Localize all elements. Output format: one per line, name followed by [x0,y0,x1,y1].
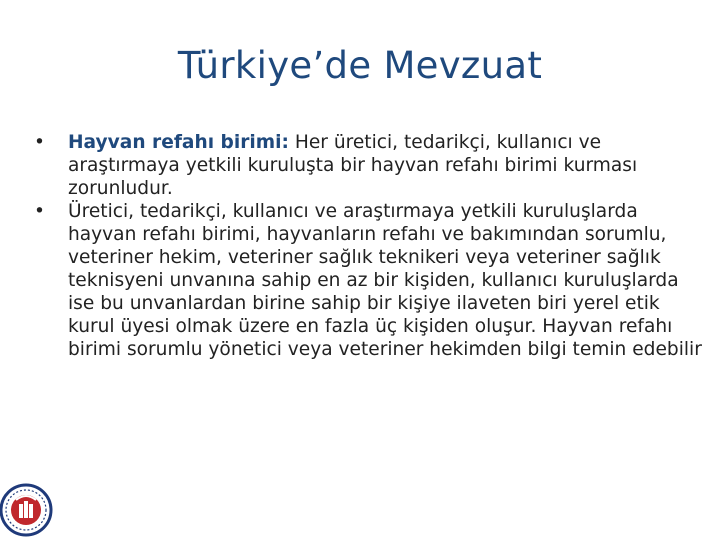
university-logo-icon [0,474,58,540]
bullet-item-2 [34,200,704,361]
bullet-list [34,131,704,361]
bullet-dot-icon: • [34,201,45,222]
bullet-1-text: Her üretici, tedarikçi, kullanıcı ve araştırmaya yetkili kuruluşta bir hayvan refahı birimi kurması zorunludur. [68,132,638,199]
bullet-dot-icon: • [34,132,45,153]
bullet-2-text: Üretici, tedarikçi, kullanıcı ve araştırmaya yetkili kuruluşlarda hayvan refahı birimi, hayvanların refahı ve bakımından sorumlu, veteriner hekim, veteriner sağlık teknikeri veya veteriner sağlık teknisyeni unvanına sahip en az bir kişiden, kullanıcı kuruluşlarda ise bu unvanlardan birine sahip bir kişiye ilaveten biri yerel etik kurul üyesi olmak üzere en fazla üç kişiden oluşur. Hayvan refahı birimi sorumlu yönetici veya veteriner hekimden bilgi temin edebilir [68,201,702,360]
slide-title: Türkiye’de Mevzuat [177,44,543,87]
bullet-item-1 [34,131,704,200]
bullet-1-lead: Hayvan refahı birimi: [68,132,289,153]
